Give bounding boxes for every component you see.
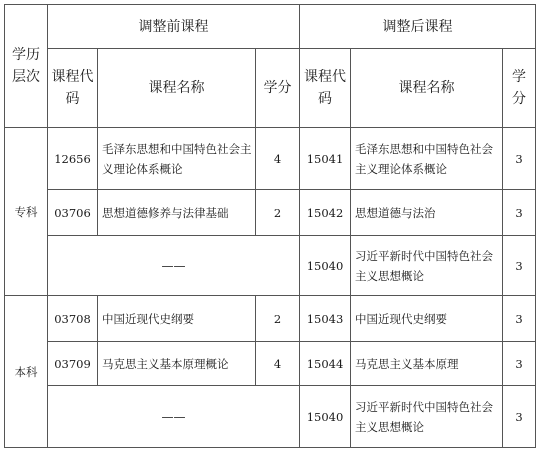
new-code: 15043: [300, 296, 351, 342]
header-new-code: 课程代码: [300, 49, 351, 128]
new-name: 中国近现代史纲要: [351, 296, 503, 342]
table-row: [5, 386, 536, 448]
header-new-name: 课程名称: [351, 49, 503, 128]
header-level: 学历层次: [5, 5, 48, 128]
old-code: 12656: [48, 128, 98, 190]
table-row: [5, 128, 536, 190]
old-credit: 4: [256, 128, 300, 190]
header-old-name: 课程名称: [98, 49, 256, 128]
old-credit: 2: [256, 190, 300, 236]
new-credit: 3: [503, 386, 536, 448]
table-row: [5, 190, 536, 236]
new-code: 15040: [300, 236, 351, 296]
new-name: 习近平新时代中国特色社会主义思想概论: [351, 386, 503, 448]
new-code: 15041: [300, 128, 351, 190]
old-placeholder: ——: [48, 386, 300, 448]
header-row-1: [5, 5, 536, 49]
header-old-credit: 学分: [256, 49, 300, 128]
new-credit: 3: [503, 236, 536, 296]
header-before: 调整前课程: [48, 5, 300, 49]
old-credit: 4: [256, 342, 300, 386]
old-name: 思想道德修养与法律基础: [98, 190, 256, 236]
header-new-credit: 学分: [503, 49, 536, 128]
new-name: 思想道德与法治: [351, 190, 503, 236]
old-code: 03708: [48, 296, 98, 342]
header-after: 调整后课程: [300, 5, 536, 49]
new-credit: 3: [503, 342, 536, 386]
old-code: 03706: [48, 190, 98, 236]
new-name: 习近平新时代中国特色社会主义思想概论: [351, 236, 503, 296]
level-cell: 专科: [5, 128, 48, 296]
new-name: 毛泽东思想和中国特色社会主义理论体系概论: [351, 128, 503, 190]
old-name: 毛泽东思想和中国特色社会主义理论体系概论: [98, 128, 256, 190]
table-row: [5, 296, 536, 342]
old-name: 马克思主义基本原理概论: [98, 342, 256, 386]
new-credit: 3: [503, 296, 536, 342]
new-name: 马克思主义基本原理: [351, 342, 503, 386]
level-cell: 本科: [5, 296, 48, 448]
table-row: [5, 342, 536, 386]
new-credit: 3: [503, 190, 536, 236]
new-credit: 3: [503, 128, 536, 190]
new-code: 15040: [300, 386, 351, 448]
header-old-code: 课程代码: [48, 49, 98, 128]
header-row-2: [5, 49, 536, 128]
old-credit: 2: [256, 296, 300, 342]
old-code: 03709: [48, 342, 98, 386]
new-code: 15042: [300, 190, 351, 236]
old-placeholder: ——: [48, 236, 300, 296]
new-code: 15044: [300, 342, 351, 386]
course-adjustment-table: [4, 4, 536, 448]
table-row: [5, 236, 536, 296]
old-name: 中国近现代史纲要: [98, 296, 256, 342]
